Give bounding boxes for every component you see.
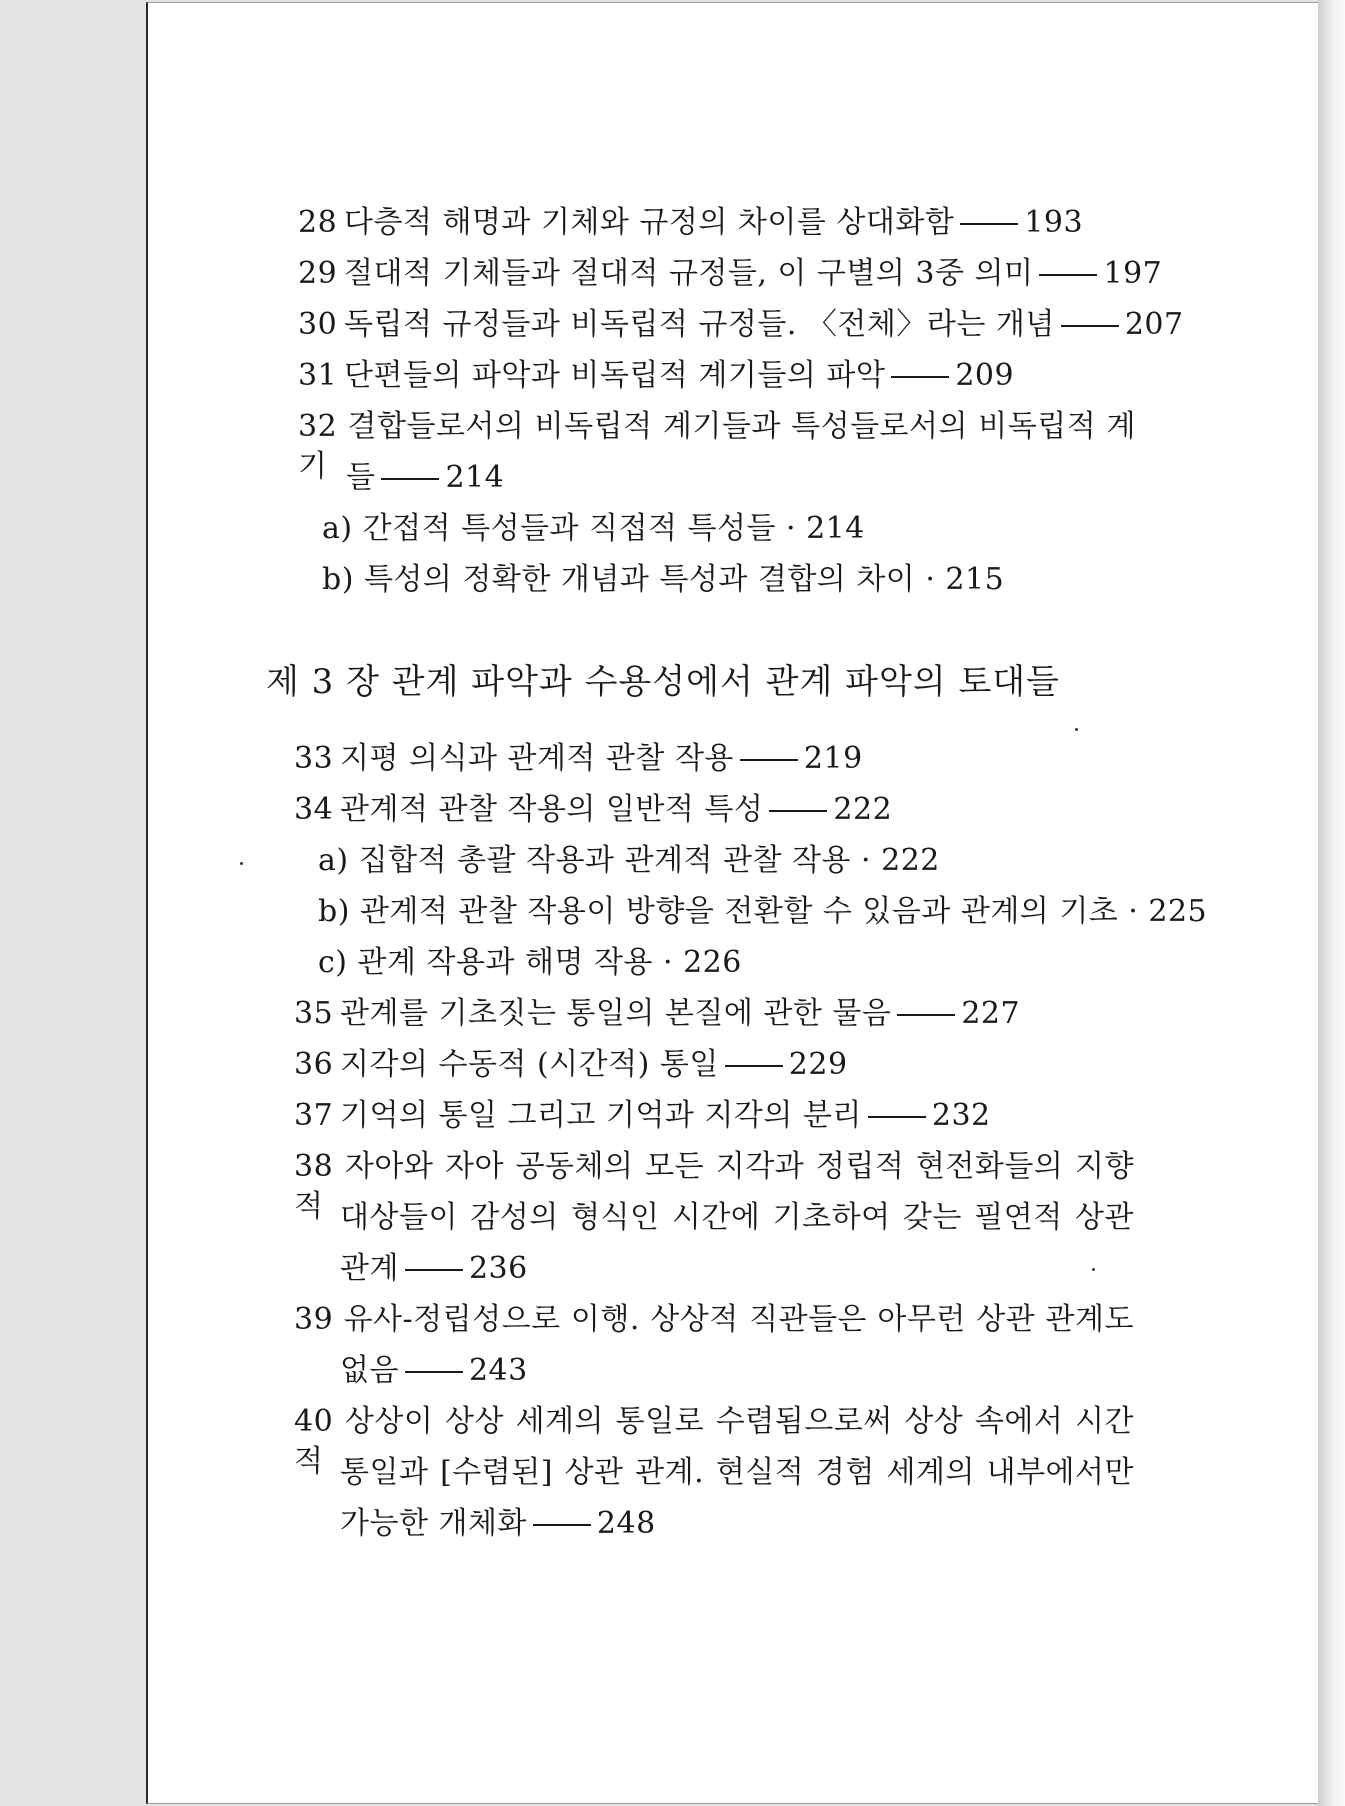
entry-page: 248 xyxy=(596,1506,656,1541)
entry-number: 32 xyxy=(298,409,338,444)
entry-title: 기억의 통일 그리고 기억과 지각의 분리 xyxy=(340,1098,862,1133)
leader-dash xyxy=(405,1269,463,1271)
entry-title: 결합들로서의 비독립적 계기들과 특성들로서의 비독립적 계기 xyxy=(298,409,1136,484)
leader-dash xyxy=(868,1116,926,1118)
leader-dash xyxy=(725,1065,783,1067)
entry-title: 독립적 규정들과 비독립적 규정들. 〈전체〉라는 개념 xyxy=(344,307,1055,342)
toc-entry-28 xyxy=(298,203,1083,243)
entry-page: 232 xyxy=(931,1098,991,1133)
entry-page: 222 xyxy=(833,792,893,827)
toc-entry-34 xyxy=(294,790,892,830)
entry-number: 35 xyxy=(294,996,334,1031)
scan-speck xyxy=(240,862,243,865)
entry-page: 207 xyxy=(1124,307,1184,342)
toc-entry-39-line1 xyxy=(294,1300,1134,1340)
subentry-text: b) 특성의 정확한 개념과 특성과 결합의 차이 · 215 xyxy=(322,562,1005,597)
entry-title-continued: 대상들이 감성의 형식인 시간에 기초하여 갖는 필연적 상관 xyxy=(340,1200,1134,1235)
subentry-text: a) 간접적 특성들과 직접적 특성들 · 214 xyxy=(322,511,865,546)
toc-subentry-34b xyxy=(318,892,1207,932)
leader-dash xyxy=(1061,325,1119,327)
scan-speck xyxy=(1075,728,1078,731)
entry-title: 지각의 수동적 (시간적) 통일 xyxy=(340,1047,719,1082)
entry-page: 243 xyxy=(468,1353,528,1388)
subentry-text: b) 관계적 관찰 작용이 방향을 전환할 수 있음과 관계의 기초 · 225 xyxy=(318,894,1208,929)
entry-title: 지평 의식과 관계적 관찰 작용 xyxy=(340,741,734,776)
entry-page: 209 xyxy=(955,358,1015,393)
entry-number: 37 xyxy=(294,1098,334,1133)
toc-entry-31 xyxy=(298,356,1014,396)
toc-entry-40-line3 xyxy=(340,1504,656,1544)
entry-title: 관계를 기초짓는 통일의 본질에 관한 물음 xyxy=(340,996,892,1031)
chapter-title: 제 3 장 관계 파악과 수용성에서 관계 파악의 토대들 xyxy=(266,662,1060,702)
entry-title: 유사-정립성으로 이행. 상상적 직관들은 아무런 상관 관계도 xyxy=(343,1302,1134,1337)
toc-entry-38-line3 xyxy=(340,1249,528,1289)
entry-title-continued: 없음 xyxy=(340,1353,399,1388)
entry-title: 다층적 해명과 기체와 규정의 차이를 상대화함 xyxy=(344,205,955,240)
entry-page: 219 xyxy=(803,741,863,776)
entry-page: 236 xyxy=(468,1251,528,1286)
entry-page: 229 xyxy=(788,1047,848,1082)
leader-dash xyxy=(891,376,949,378)
entry-page: 197 xyxy=(1103,256,1163,291)
toc-entry-33 xyxy=(294,739,863,779)
entry-number: 33 xyxy=(294,741,334,776)
toc-entry-39-line2 xyxy=(340,1351,528,1391)
toc-subentry-34a xyxy=(318,841,940,881)
leader-dash xyxy=(381,478,439,480)
entry-number: 39 xyxy=(294,1302,334,1337)
entry-number: 38 xyxy=(294,1149,334,1184)
leader-dash xyxy=(769,810,827,812)
entry-number: 29 xyxy=(298,256,338,291)
scan-speck xyxy=(1092,1268,1095,1271)
entry-number: 31 xyxy=(298,358,338,393)
leader-dash xyxy=(740,759,798,761)
toc-subentry-34c xyxy=(318,943,742,983)
entry-page: 214 xyxy=(445,460,505,495)
toc-subentry-32a xyxy=(322,509,865,549)
toc-entry-38-line2 xyxy=(340,1198,1134,1238)
toc-entry-40-line2 xyxy=(340,1453,1134,1493)
toc-entry-30 xyxy=(298,305,1184,345)
leader-dash xyxy=(1039,274,1097,276)
page-edge-shadow xyxy=(1318,0,1345,1806)
entry-number: 34 xyxy=(294,792,334,827)
subentry-text: c) 관계 작용과 해명 작용 · 226 xyxy=(318,945,742,980)
entry-title: 자아와 자아 공동체의 모든 지각과 정립적 현전화들의 지향적 xyxy=(294,1149,1134,1224)
toc-entry-32-line2 xyxy=(346,458,504,498)
entry-title: 관계적 관찰 작용의 일반적 특성 xyxy=(340,792,764,827)
toc-entry-37 xyxy=(294,1096,991,1136)
toc-entry-35 xyxy=(294,994,1020,1034)
entry-number: 28 xyxy=(298,205,338,240)
entry-title: 단편들의 파악과 비독립적 계기들의 파악 xyxy=(344,358,886,393)
leader-dash xyxy=(897,1014,955,1016)
toc-subentry-32b xyxy=(322,560,1004,600)
subentry-text: a) 집합적 총괄 작용과 관계적 관찰 작용 · 222 xyxy=(318,843,940,878)
entry-title: 상상이 상상 세계의 통일로 수렴됨으로써 상상 속에서 시간적 xyxy=(294,1404,1134,1479)
entry-number: 30 xyxy=(298,307,338,342)
entry-number: 36 xyxy=(294,1047,334,1082)
chapter-heading xyxy=(266,662,1060,702)
entry-title-continued: 통일과 [수렴된] 상관 관계. 현실적 경험 세계의 내부에서만 xyxy=(340,1455,1134,1490)
entry-number: 40 xyxy=(294,1404,334,1439)
leader-dash xyxy=(533,1524,591,1526)
leader-dash xyxy=(405,1371,463,1373)
toc-entry-36 xyxy=(294,1045,848,1085)
entry-title-continued: 들 xyxy=(346,460,376,495)
entry-title-continued: 가능한 개체화 xyxy=(340,1506,527,1541)
entry-page: 227 xyxy=(961,996,1021,1031)
entry-title-continued: 관계 xyxy=(340,1251,399,1286)
entry-page: 193 xyxy=(1024,205,1084,240)
entry-title: 절대적 기체들과 절대적 규정들, 이 구별의 3중 의미 xyxy=(344,256,1034,291)
leader-dash xyxy=(960,223,1018,225)
toc-entry-29 xyxy=(298,254,1162,294)
